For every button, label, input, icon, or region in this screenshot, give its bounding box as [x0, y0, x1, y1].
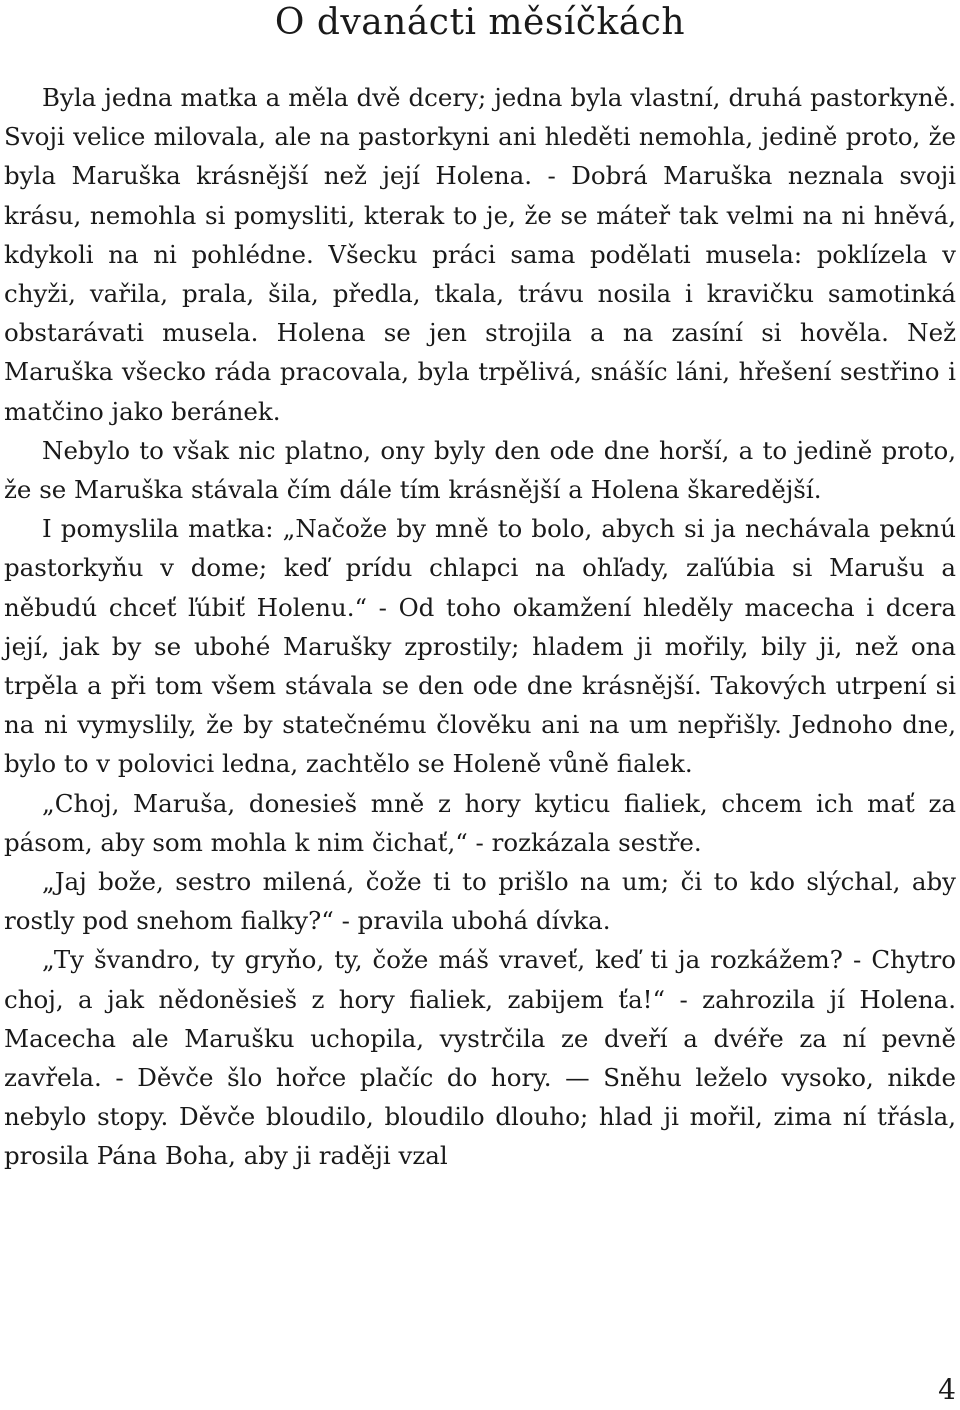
paragraph-2: Nebylo to však nic platno, ony byly den ode dne horší, a to jedině proto, že se Maruška stávala čím dále tím krásnější a Holena škaredější. — [4, 435, 956, 505]
paragraph-5: „Jaj bože, sestro milená, čože ti to prišlo na um; či to kdo slýchal, aby rostly pod snehom fialky?“ - pravila ubohá dívka. — [4, 867, 956, 936]
paragraph-4: „Choj, Maruša, donesieš mně z hory kyticu fialiek, chcem ich mať za pásom, aby som mohla k nim čichať,“ - rozkázala sestře. — [4, 788, 956, 857]
page-number: 4 — [938, 1373, 956, 1406]
story-body — [4, 78, 956, 1176]
paragraph-1: Byla jedna matka a měla dvě dcery; jedna byla vlastní, druhá pastorkyně. Svoji velice milovala, ale na pastorkyni ani hleděti nemohla, jedině proto, že byla Maruška krásnější než její Holena. - Dobrá Maruška neznala svoji krásu, nemohla si pomysliti, kterak to je, že se máteř tak velmi na ni hněvá, kdykoli na ni pohlédne. Všecku práci sama podělati musela: poklízela v chyži, vařila, prala, šila, předla, tkala, trávu nosila i kravičku samotinká obstarávati musela. Holena se jen strojila a na zasíní si hověla. Než Maruška všecko ráda pracovala, byla trpělivá, snášíc láni, hřešení sestřino i matčino jako beránek. — [4, 83, 956, 426]
page-title: O dvanácti měsíčkách — [274, 2, 686, 43]
paragraph-6: „Ty švandro, ty gryňo, ty, čože máš vraveť, keď ti ja rozkážem? - Chytro choj, a jak nědoněsieš z hory fialiek, zabijem ťa!“ - zahrozila jí Holena. Macecha ale Marušku uchopila, vystrčila ze dveří a dvéře za ní pevně zavřela. - Děvče šlo hořce plačíc do hory. — Sněhu leželo vysoko, nikde nebylo stopy. Děvče bloudilo, bloudilo dlouho; hlad ji mořil, zima ní třásla, prosila Pána Boha, aby ji raději vzal — [4, 945, 956, 1171]
paragraph-3: I pomyslila matka: „Načože by mně to bolo, abych si ja nechávala peknú pastorkyňu v dome; keď prídu chlapci na ohľady, zaľúbia si Marušu a něbudú chceť ľúbiť Holenu.“ - Od toho okamžení hleděly macecha i dcera její, jak by se ubohé Marušky zprostily; hladem ji mořily, bily ji, než ona trpěla a při tom všem stávala se den ode dne krásnější. Takových utrpení si na ni vymyslily, že by statečnému člověku ani na um nepřišly. Jednoho dne, bylo to v polovici ledna, zachtělo se Holeně vůně fialek. — [4, 514, 956, 779]
